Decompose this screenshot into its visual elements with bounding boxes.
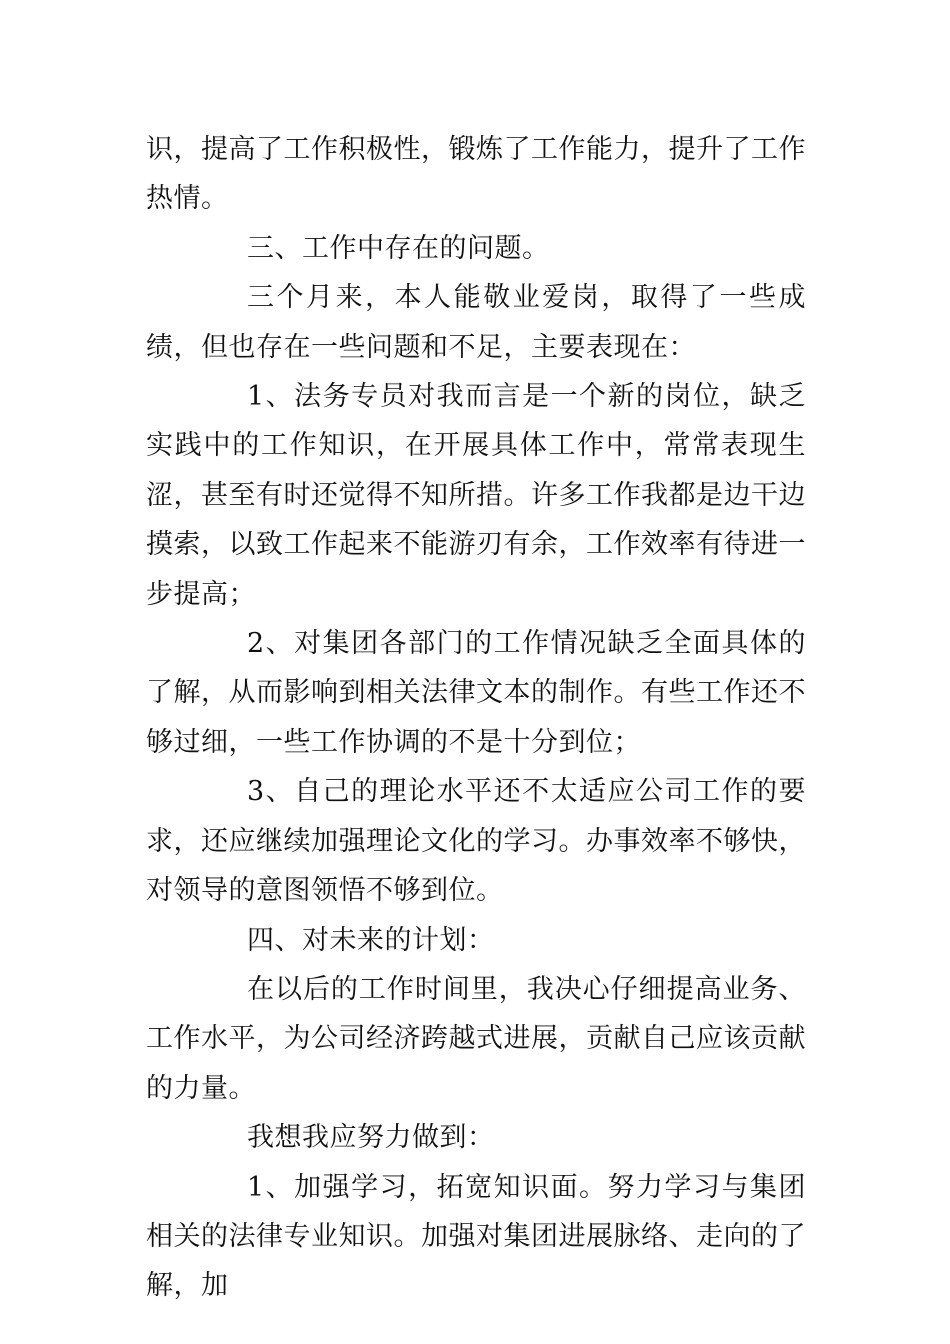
- section-heading-plan: 四、对未来的计划：: [247, 924, 495, 956]
- paragraph-10: 1、加强学习，拓宽知识面。努力学习与集团相关的法律专业知识。加强对集团进展脉络、走向的了解，加: [146, 1171, 806, 1302]
- paragraph-4: 1、法务专员对我而言是一个新的岗位，缺乏实践中的工作知识，在开展具体工作中，常常表现生涩，甚至有时还觉得不知所措。许多工作我都是边干边摸索，以致工作起来不能游刃有余，工作效率有待进一步提高；: [146, 381, 806, 610]
- paragraph-1: 识，提高了工作积极性，锻炼了工作能力，提升了工作热情。: [146, 134, 806, 215]
- paragraph-9: 我想我应努力做到：: [247, 1122, 495, 1154]
- paragraph-5: 2、对集团各部门的工作情况缺乏全面具体的了解，从而影响到相关法律文本的制作。有些工作还不够过细，一些工作协调的不是十分到位；: [146, 628, 806, 758]
- paragraph-6: 3、自己的理论水平还不太适应公司工作的要求，还应继续加强理论文化的学习。办事效率不够快，对领导的意图领悟不够到位。: [146, 776, 806, 907]
- paragraph-8: 在以后的工作时间里，我决心仔细提高业务、工作水平，为公司经济跨越式进展，贡献自己应该贡献的力量。: [146, 973, 806, 1104]
- paragraph-3: 三个月来，本人能敬业爱岗，取得了一些成绩，但也存在一些问题和不足，主要表现在：: [146, 282, 806, 363]
- document-body: [146, 125, 806, 1311]
- section-heading-problems: 三、工作中存在的问题。: [247, 232, 550, 264]
